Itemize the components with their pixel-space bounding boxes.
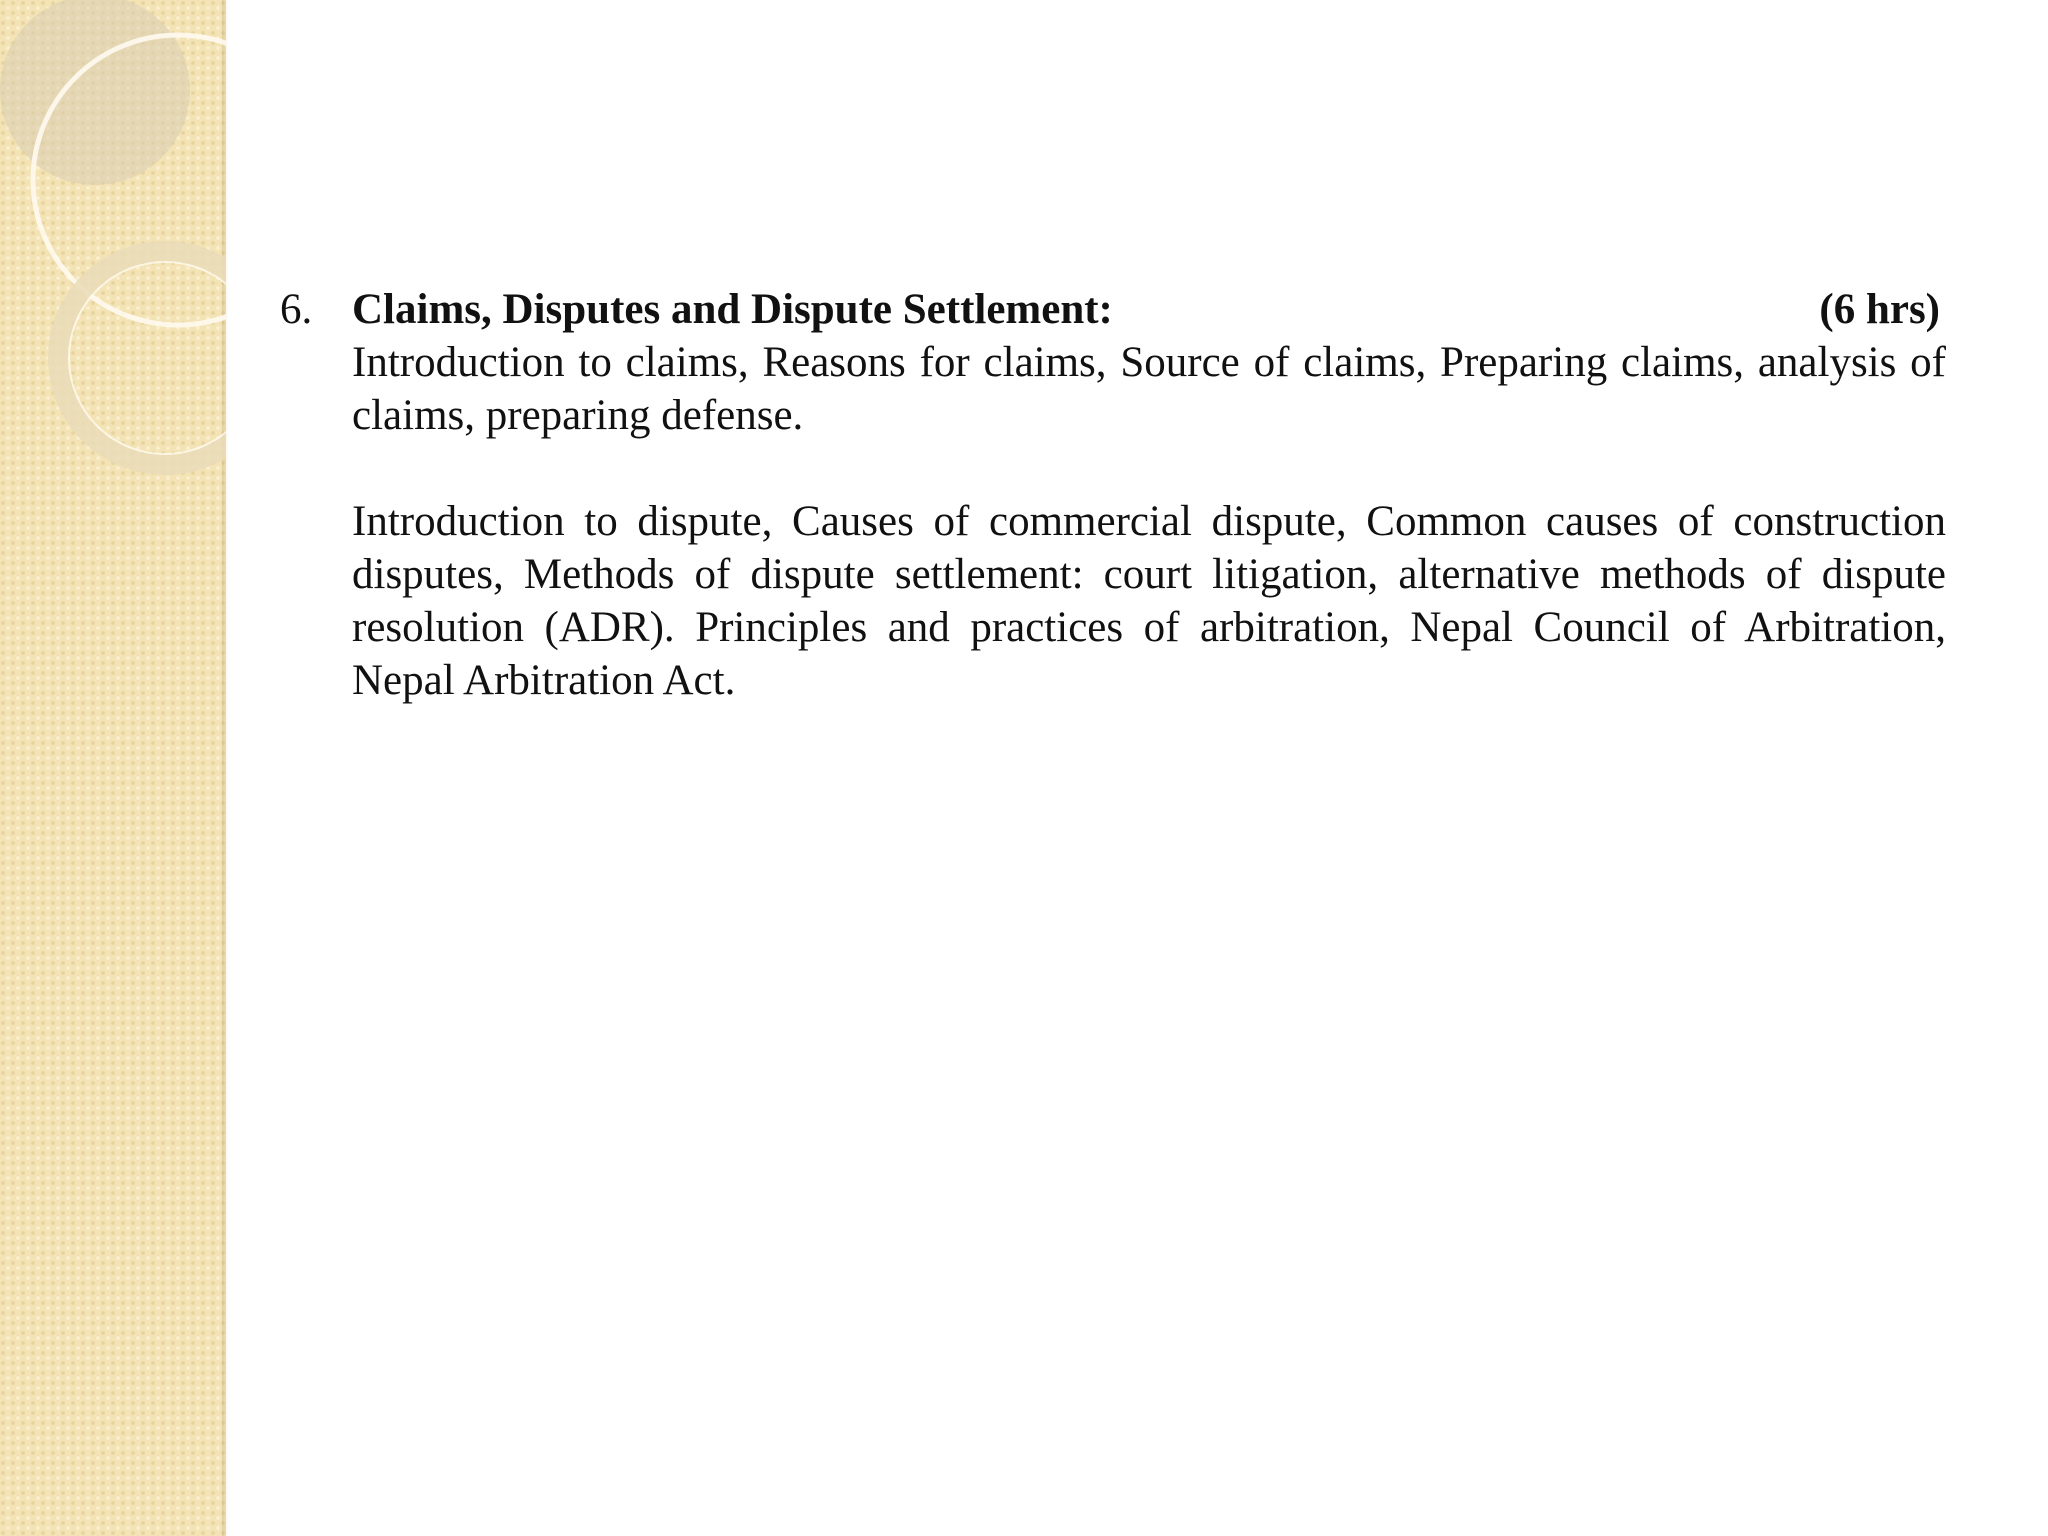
- section-number: 6.: [280, 286, 313, 333]
- thick-ring-shape: [58, 251, 226, 465]
- filled-circle-shape: [0, 0, 190, 185]
- claims-paragraph: Introduction to claims, Reasons for claims, Source of claims, Preparing claims, analysis of claims, preparing defense.: [352, 339, 1946, 439]
- section-hours: (6 hrs): [1819, 286, 1940, 333]
- section-heading: [280, 283, 1946, 336]
- section-title: Claims, Disputes and Dispute Settlement:: [352, 286, 1113, 333]
- section-content: [280, 283, 1946, 707]
- disputes-paragraph: Introduction to dispute, Causes of commercial dispute, Common causes of construction disputes, Methods of dispute settlement: court litigation, alternative methods of dispute resolution (ADR). Principles and practices of arbitration, Nepal Council of Arbitration, Nepal Arbitration Act.: [352, 498, 1946, 704]
- decorative-rings: [0, 0, 226, 520]
